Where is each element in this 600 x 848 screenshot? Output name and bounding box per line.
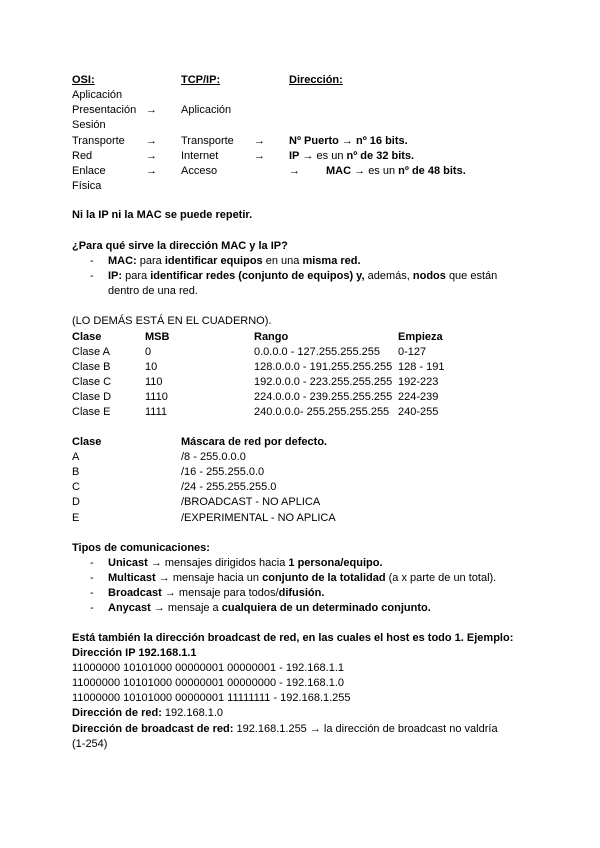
clase-a-empieza: 0-127 — [398, 346, 427, 358]
direccion-broadcast: Dirección de broadcast de red: 192.168.1.255 → la dirección de broadcast no valdría — [72, 723, 498, 735]
no-repeat-note: Ni la IP ni la MAC se puede repetir. — [72, 209, 253, 221]
arrow: → — [254, 150, 265, 162]
tcp-layer-internet: Internet — [181, 150, 219, 162]
mascara-header-clase: Clase — [72, 436, 102, 448]
mascara-b-clase: B — [72, 466, 80, 478]
ip-purpose: IP: para identificar redes (conjunto de equipos) y, además, nodos que están — [108, 270, 498, 282]
arrow: → — [341, 135, 353, 147]
bin-line-1: 11000000 10101000 00000001 00000001 - 192.168.1.1 — [72, 662, 345, 674]
ip-mid: es un — [316, 150, 344, 162]
clase-c-msb: 110 — [145, 376, 163, 388]
direccion-header: Dirección: — [289, 74, 343, 86]
clase-d-msb: 1110 — [145, 391, 168, 403]
tcp-layer-aplicacion: Aplicación — [181, 104, 232, 116]
mascara-b-value: /16 - 255.255.0.0 — [181, 466, 265, 478]
ip-row — [289, 149, 414, 163]
bullet-dash: - — [90, 270, 94, 282]
clases-note: (LO DEMÁS ESTÁ EN EL CUADERNO). — [72, 315, 272, 327]
clase-c-name: Clase C — [72, 376, 112, 388]
mascara-a-value: /8 - 255.0.0.0 — [181, 451, 246, 463]
clase-b-msb: 10 — [145, 361, 158, 373]
osi-layer-transporte: Transporte — [72, 135, 125, 147]
mascara-d-value: /BROADCAST - NO APLICA — [181, 496, 321, 508]
mascara-a-clase: A — [72, 451, 80, 463]
mascara-c-clase: C — [72, 481, 80, 493]
clases-header-msb: MSB — [145, 331, 170, 343]
tipos-title: Tipos de comunicaciones: — [72, 542, 210, 554]
mac-row — [326, 164, 466, 178]
puerto-value: nº 16 bits. — [355, 135, 408, 147]
mascara-d-clase: D — [72, 496, 80, 508]
bullet-dash: - — [90, 587, 94, 599]
clase-b-name: Clase B — [72, 361, 111, 373]
tcp-layer-transporte: Transporte — [181, 135, 234, 147]
clase-a-rango: 0.0.0.0 - 127.255.255.255 — [254, 346, 380, 358]
broadcast-title: Está también la dirección broadcast de red, en las cuales el host es todo 1. Ejemplo: — [72, 632, 514, 644]
clase-c-rango: 192.0.0.0 - 223.255.255.255 — [254, 376, 393, 388]
osi-layer-fisica: Física — [72, 180, 102, 192]
clase-a-name: Clase A — [72, 346, 110, 358]
clase-b-rango: 128.0.0.0 - 191.255.255.255 — [254, 361, 393, 373]
tcpip-header: TCP/IP: — [181, 74, 221, 86]
arrow: → — [354, 165, 366, 177]
tipo-broadcast: Broadcast → mensaje para todos/difusión. — [108, 587, 325, 599]
ip-label: IP — [289, 150, 300, 162]
bin-line-3: 11000000 10101000 00000001 11111111 - 192.168.1.255 — [72, 692, 351, 704]
clase-b-empieza: 128 - 191 — [398, 361, 445, 373]
clase-e-msb: 1111 — [145, 406, 168, 418]
bullet-dash: - — [90, 557, 94, 569]
clases-header-clase: Clase — [72, 331, 102, 343]
direccion-broadcast-cont: (1-254) — [72, 738, 108, 750]
bin-line-2: 11000000 10101000 00000001 00000000 - 192.168.1.0 — [72, 677, 345, 689]
clase-e-rango: 240.0.0.0- 255.255.255.255 — [254, 406, 390, 418]
mac-label: MAC — [326, 165, 352, 177]
mascara-c-value: /24 - 255.255.255.0 — [181, 481, 277, 493]
mac-value: nº de 48 bits. — [398, 165, 466, 177]
tcp-layer-acceso: Acceso — [181, 165, 218, 177]
osi-layer-enlace: Enlace — [72, 165, 106, 177]
arrow: → — [146, 165, 157, 177]
tipo-unicast: Unicast → mensajes dirigidos hacia 1 persona/equipo. — [108, 557, 383, 569]
direccion-red: Dirección de red: 192.168.1.0 — [72, 707, 224, 719]
clase-c-empieza: 192-223 — [398, 376, 439, 388]
broadcast-ip-label: Dirección IP 192.168.1.1 — [72, 647, 197, 659]
osi-layer-aplicacion: Aplicación — [72, 89, 123, 101]
clase-d-name: Clase D — [72, 391, 112, 403]
ip-purpose-cont: dentro de una red. — [108, 285, 198, 297]
clase-e-empieza: 240-255 — [398, 406, 439, 418]
arrow: → — [146, 135, 157, 147]
mascara-e-value: /EXPERIMENTAL - NO APLICA — [181, 512, 336, 524]
clase-d-rango: 224.0.0.0 - 239.255.255.255 — [254, 391, 393, 403]
clases-header-rango: Rango — [254, 331, 289, 343]
arrow: → — [289, 165, 300, 177]
clase-e-name: Clase E — [72, 406, 111, 418]
osi-layer-presentacion: Presentación — [72, 104, 137, 116]
puerto-row — [289, 134, 408, 148]
clase-d-empieza: 224-239 — [398, 391, 439, 403]
mascara-header-mascara: Máscara de red por defecto. — [181, 436, 328, 448]
mac-mid: es un — [368, 165, 396, 177]
arrow: → — [254, 135, 265, 147]
arrow: → — [302, 150, 314, 162]
mac-purpose: MAC: para identificar equipos en una misma red. — [108, 255, 361, 267]
tipo-anycast: Anycast → mensaje a cualquiera de un determinado conjunto. — [108, 602, 431, 614]
puerto-label: Nº Puerto — [289, 135, 339, 147]
bullet-dash: - — [90, 255, 94, 267]
mascara-e-clase: E — [72, 512, 80, 524]
ip-value: nº de 32 bits. — [346, 150, 415, 162]
osi-layer-sesion: Sesión — [72, 119, 106, 131]
arrow: → — [146, 150, 157, 162]
osi-layer-red: Red — [72, 150, 93, 162]
question-title: ¿Para qué sirve la dirección MAC y la IP? — [72, 240, 288, 252]
bullet-dash: - — [90, 572, 94, 584]
bullet-dash: - — [90, 602, 94, 614]
osi-header: OSI: — [72, 74, 95, 86]
tipo-multicast: Multicast → mensaje hacia un conjunto de la totalidad (a x parte de un total). — [108, 572, 497, 584]
clase-a-msb: 0 — [145, 346, 152, 358]
clases-header-empieza: Empieza — [398, 331, 443, 343]
arrow: → — [146, 104, 157, 116]
